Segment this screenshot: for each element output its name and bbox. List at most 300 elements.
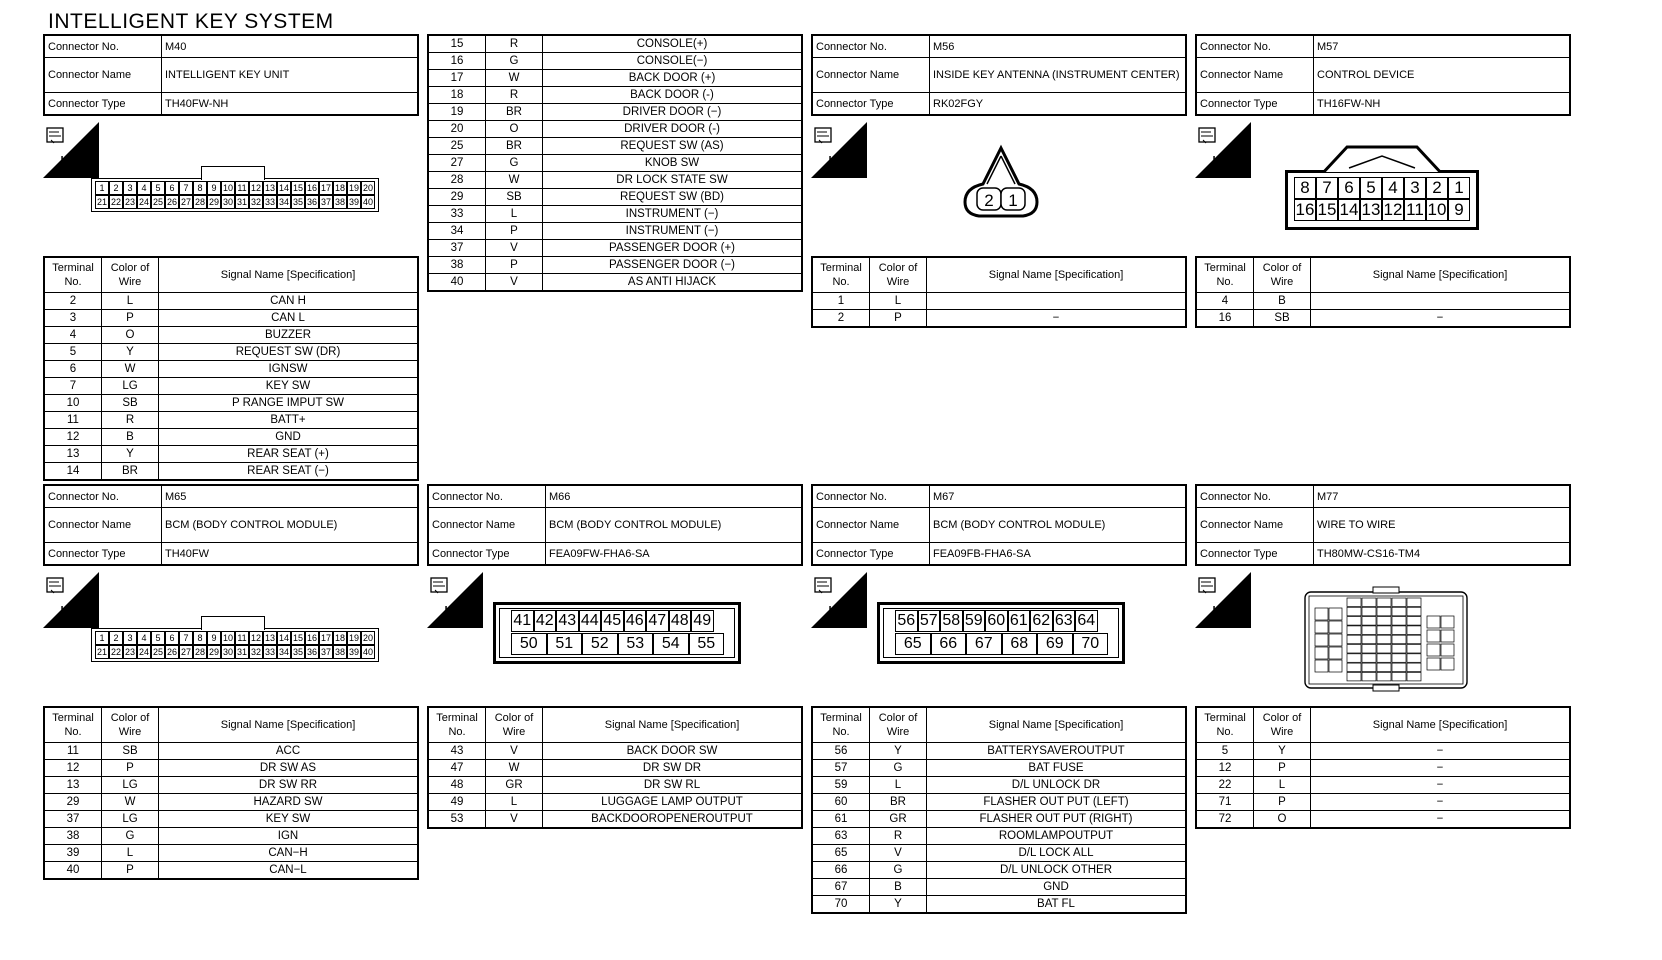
wire-color-cell: B bbox=[102, 429, 159, 446]
signal-name-cell: PASSENGER DOOR (+) bbox=[543, 240, 803, 257]
connector-no-label: Connector No. bbox=[428, 485, 546, 508]
pin-cavity bbox=[1362, 598, 1376, 607]
wire-color-cell: R bbox=[486, 35, 543, 53]
pin-label: 30 bbox=[222, 647, 233, 657]
table-row bbox=[428, 777, 802, 794]
table-row bbox=[428, 138, 802, 155]
pin-label: 11 bbox=[235, 181, 249, 195]
table-row bbox=[428, 240, 802, 257]
signal-name-cell: BUZZER bbox=[159, 327, 419, 344]
signal-name-cell: BATT+ bbox=[159, 412, 419, 429]
connector-diagram bbox=[811, 566, 1187, 706]
pin-label: 54 bbox=[653, 633, 689, 655]
color-of-wire-header: Color of Wire bbox=[486, 707, 543, 743]
color-of-wire-header: Color of Wire bbox=[102, 257, 159, 293]
terminal-no-cell: 5 bbox=[1196, 743, 1254, 760]
pin-label: 37 bbox=[320, 647, 331, 657]
pin-label: 67 bbox=[966, 633, 1002, 655]
connector-name-value: BCM (BODY CONTROL MODULE) bbox=[546, 508, 803, 543]
pin-table bbox=[1195, 256, 1571, 328]
pin-label: 17 bbox=[320, 183, 331, 193]
pin-label: 19 bbox=[348, 633, 359, 643]
terminal-no-cell: 67 bbox=[812, 879, 870, 896]
pin-cavity bbox=[1427, 658, 1440, 670]
pin-label: 20 bbox=[362, 633, 373, 643]
connector-name-label: Connector Name bbox=[812, 508, 930, 543]
hs-label: H.S. bbox=[60, 154, 92, 171]
pin-label: 22 bbox=[110, 197, 121, 207]
pin-label: 32 bbox=[250, 197, 261, 207]
pin-label: 13 bbox=[264, 633, 275, 643]
color-of-wire-header: Color of Wire bbox=[102, 707, 159, 743]
pin-label: 13 bbox=[1361, 200, 1381, 219]
terminal-no-cell: 66 bbox=[812, 862, 870, 879]
signal-name-cell: DR SW RR bbox=[159, 777, 419, 794]
connector-header bbox=[1195, 484, 1571, 566]
table-row bbox=[812, 845, 1186, 862]
hs-label: H.S. bbox=[828, 154, 860, 171]
pin-cavity bbox=[1407, 663, 1421, 672]
pin-label: 12 bbox=[250, 633, 261, 643]
pin-label: 59 bbox=[963, 610, 986, 632]
pin-label: 19 bbox=[348, 183, 359, 193]
terminal-no-cell: 16 bbox=[1196, 310, 1254, 328]
table-row bbox=[428, 35, 802, 53]
wire-color-cell: V bbox=[486, 274, 543, 292]
connector-type-value: TH40FW-NH bbox=[162, 93, 419, 116]
signal-name-cell: LUGGAGE LAMP OUTPUT bbox=[543, 794, 803, 811]
connector-face bbox=[961, 144, 1041, 222]
table-row bbox=[44, 760, 418, 777]
connector-latch bbox=[201, 616, 265, 630]
table-row bbox=[428, 155, 802, 172]
signal-name-cell: REQUEST SW (BD) bbox=[543, 189, 803, 206]
signal-name-cell bbox=[927, 293, 1187, 310]
connector-no-value: M67 bbox=[930, 485, 1187, 508]
table-row bbox=[428, 223, 802, 240]
connector-no-value: M65 bbox=[162, 485, 419, 508]
signal-name-cell: BACK DOOR (+) bbox=[543, 70, 803, 87]
connector-diagram bbox=[811, 116, 1187, 256]
signal-name-cell: CONSOLE(+) bbox=[543, 35, 803, 53]
terminal-no-header: Terminal No. bbox=[812, 707, 870, 743]
pin-cavity bbox=[1347, 645, 1361, 654]
wire-color-cell: SB bbox=[1254, 310, 1311, 328]
wire-color-cell: L bbox=[102, 293, 159, 310]
pin-cavity bbox=[1362, 645, 1376, 654]
pin-cavity bbox=[1407, 645, 1421, 654]
pin-label: 49 bbox=[691, 610, 714, 632]
signal-name-cell: FLASHER OUT PUT (LEFT) bbox=[927, 794, 1187, 811]
table-row bbox=[44, 310, 418, 327]
table-row bbox=[44, 412, 418, 429]
table-row bbox=[812, 310, 1186, 328]
terminal-no-cell: 38 bbox=[428, 257, 486, 274]
connector-type-value: FEA09FB-FHA6-SA bbox=[930, 543, 1187, 566]
pin-label: 3 bbox=[1404, 177, 1426, 199]
pin-label: 52 bbox=[582, 633, 618, 655]
signal-name-cell: − bbox=[1311, 743, 1571, 760]
color-of-wire-header: Color of Wire bbox=[870, 707, 927, 743]
color-of-wire-header: Color of Wire bbox=[1254, 707, 1311, 743]
pin-label: 1 bbox=[1448, 177, 1470, 199]
pin-label: 58 bbox=[940, 610, 963, 632]
table-row bbox=[44, 446, 418, 463]
signal-name-cell: BATTERYSAVEROUTPUT bbox=[927, 743, 1187, 760]
pin-label: 65 bbox=[895, 633, 931, 655]
pin-label: 6 bbox=[165, 181, 179, 195]
pin-label: 69 bbox=[1037, 633, 1073, 655]
signal-name-cell: − bbox=[1311, 794, 1571, 811]
pin-table bbox=[811, 256, 1187, 328]
signal-name-cell: − bbox=[927, 310, 1187, 328]
signal-name-cell: CAN−H bbox=[159, 845, 419, 862]
pin-label: 70 bbox=[1073, 633, 1109, 655]
pin-label: 5 bbox=[1360, 177, 1382, 199]
wire-color-cell: L bbox=[870, 293, 927, 310]
wire-color-cell: R bbox=[486, 87, 543, 104]
signal-name-cell: D/L LOCK ALL bbox=[927, 845, 1187, 862]
terminal-no-cell: 60 bbox=[812, 794, 870, 811]
connector-name-label: Connector Name bbox=[44, 58, 162, 93]
connector-face bbox=[1285, 144, 1479, 234]
pin-label: 41 bbox=[511, 610, 534, 632]
pin-label: 9 bbox=[207, 181, 221, 195]
table-row bbox=[428, 206, 802, 223]
pin-label: 40 bbox=[362, 647, 373, 657]
pin-label: 31 bbox=[236, 647, 247, 657]
pin-cavity bbox=[1377, 626, 1391, 635]
pin-label: 7 bbox=[179, 181, 193, 195]
table-row bbox=[428, 104, 802, 121]
signal-name-header: Signal Name [Specification] bbox=[927, 257, 1187, 293]
pin-label: 28 bbox=[194, 647, 205, 657]
table-row bbox=[428, 53, 802, 70]
hs-label: H.S. bbox=[444, 604, 476, 621]
table-row bbox=[428, 121, 802, 138]
pin-cavity bbox=[1362, 635, 1376, 644]
table-row bbox=[1196, 760, 1570, 777]
pin-label: 6 bbox=[165, 631, 179, 645]
pin-label: 36 bbox=[306, 647, 317, 657]
pin-label: 34 bbox=[278, 197, 289, 207]
pin-label: 34 bbox=[278, 647, 289, 657]
pin-label: 45 bbox=[601, 610, 624, 632]
signal-name-cell: AS ANTI HIJACK bbox=[543, 274, 803, 292]
connector-no-label: Connector No. bbox=[812, 35, 930, 58]
color-of-wire-header: Color of Wire bbox=[870, 257, 927, 293]
pin-label: 28 bbox=[194, 197, 205, 207]
terminal-no-cell: 6 bbox=[44, 361, 102, 378]
connector-m65 bbox=[43, 484, 419, 880]
connector-name-label: Connector Name bbox=[812, 58, 930, 93]
connector-latch bbox=[201, 166, 265, 180]
table-row bbox=[1196, 293, 1570, 310]
terminal-no-cell: 5 bbox=[44, 344, 102, 361]
pin-cavity bbox=[1347, 626, 1361, 635]
terminal-no-cell: 47 bbox=[428, 760, 486, 777]
connector-face bbox=[91, 614, 379, 662]
pin-cavity bbox=[1315, 621, 1328, 633]
pin-cavity bbox=[1377, 645, 1391, 654]
table-row bbox=[44, 811, 418, 828]
wire-color-cell: V bbox=[486, 743, 543, 760]
wire-color-cell: BR bbox=[486, 138, 543, 155]
pin-label: 23 bbox=[124, 647, 135, 657]
table-row bbox=[44, 344, 418, 361]
pin-cavity bbox=[1377, 654, 1391, 663]
pin-cavity bbox=[1377, 607, 1391, 616]
wire-color-cell: V bbox=[486, 240, 543, 257]
pin-cavity bbox=[1392, 645, 1406, 654]
signal-name-cell: − bbox=[1311, 760, 1571, 777]
connector-name-value: CONTROL DEVICE bbox=[1314, 58, 1571, 93]
pin-label: 39 bbox=[348, 647, 359, 657]
wire-color-cell: G bbox=[870, 760, 927, 777]
signal-name-cell: FLASHER OUT PUT (RIGHT) bbox=[927, 811, 1187, 828]
pin-label: 63 bbox=[1053, 610, 1076, 632]
signal-name-cell: REAR SEAT (−) bbox=[159, 463, 419, 481]
connector-name-label: Connector Name bbox=[428, 508, 546, 543]
pin-cavity bbox=[1315, 634, 1328, 646]
connector-diagram bbox=[427, 566, 803, 706]
pin-label: 16 bbox=[306, 183, 317, 193]
pin-label: 40 bbox=[362, 197, 373, 207]
connector-no-label: Connector No. bbox=[812, 485, 930, 508]
wire-color-cell: B bbox=[870, 879, 927, 896]
pin-label: 11 bbox=[235, 631, 249, 645]
connector-face bbox=[877, 602, 1125, 664]
signal-name-cell: − bbox=[1311, 811, 1571, 829]
pin-label: 56 bbox=[895, 610, 918, 632]
pin-label: 60 bbox=[985, 610, 1008, 632]
pin-label: 15 bbox=[1317, 200, 1337, 219]
pin-cavity bbox=[1329, 608, 1342, 620]
pin-label: 3 bbox=[123, 181, 137, 195]
terminal-no-cell: 34 bbox=[428, 223, 486, 240]
signal-name-cell: ROOMLAMPOUTPUT bbox=[927, 828, 1187, 845]
wire-color-cell: W bbox=[102, 361, 159, 378]
terminal-no-cell: 40 bbox=[44, 862, 102, 880]
table-row bbox=[812, 811, 1186, 828]
wire-color-cell: LG bbox=[102, 378, 159, 395]
connector-m40-continued bbox=[427, 34, 803, 292]
terminal-no-cell: 29 bbox=[44, 794, 102, 811]
pin-label: 16 bbox=[1295, 200, 1315, 219]
connector-m40 bbox=[43, 34, 419, 481]
pin-cavity bbox=[1407, 607, 1421, 616]
signal-name-cell: CAN L bbox=[159, 310, 419, 327]
wire-color-cell: SB bbox=[102, 743, 159, 760]
pin-label: 10 bbox=[222, 633, 233, 643]
terminal-no-cell: 57 bbox=[812, 760, 870, 777]
signal-name-cell: D/L UNLOCK DR bbox=[927, 777, 1187, 794]
terminal-no-cell: 11 bbox=[44, 412, 102, 429]
signal-name-cell: REQUEST SW (AS) bbox=[543, 138, 803, 155]
pin-cavity bbox=[1427, 630, 1440, 642]
pin-label: 9 bbox=[1448, 199, 1470, 221]
pin-label: 14 bbox=[278, 183, 289, 193]
wire-color-cell: G bbox=[102, 828, 159, 845]
wire-color-cell: SB bbox=[486, 189, 543, 206]
terminal-no-header: Terminal No. bbox=[428, 707, 486, 743]
signal-name-cell: − bbox=[1311, 310, 1571, 328]
terminal-no-cell: 29 bbox=[428, 189, 486, 206]
hs-label: H.S. bbox=[1212, 154, 1244, 171]
pin-cavity bbox=[1427, 616, 1440, 628]
connector-name-value: BCM (BODY CONTROL MODULE) bbox=[930, 508, 1187, 543]
table-row bbox=[428, 172, 802, 189]
connector-no-label: Connector No. bbox=[44, 485, 162, 508]
pin-label: 3 bbox=[123, 631, 137, 645]
pin-cavity bbox=[1407, 635, 1421, 644]
terminal-no-cell: 2 bbox=[44, 293, 102, 310]
signal-name-cell: BAT FUSE bbox=[927, 760, 1187, 777]
signal-name-cell: DRIVER DOOR (−) bbox=[543, 104, 803, 121]
connector-diagram bbox=[43, 566, 419, 706]
pin-cavity bbox=[1329, 647, 1342, 659]
hs-label: H.S. bbox=[828, 604, 860, 621]
pin-label: 2 bbox=[109, 631, 123, 645]
pin-cavity bbox=[1315, 647, 1328, 659]
terminal-no-cell: 37 bbox=[428, 240, 486, 257]
connector-m67 bbox=[811, 484, 1187, 914]
pin-label: 30 bbox=[222, 197, 233, 207]
connector-face bbox=[493, 602, 741, 664]
pin-label: 15 bbox=[292, 633, 303, 643]
wire-color-cell: P bbox=[1254, 760, 1311, 777]
pin-cavity bbox=[1407, 672, 1421, 681]
connector-no-value: M77 bbox=[1314, 485, 1571, 508]
wire-color-cell: GR bbox=[486, 777, 543, 794]
connector-m77 bbox=[1195, 484, 1571, 829]
wire-color-cell: W bbox=[486, 172, 543, 189]
signal-name-cell: P RANGE IMPUT SW bbox=[159, 395, 419, 412]
terminal-no-cell: 11 bbox=[44, 743, 102, 760]
wire-color-cell: L bbox=[1254, 777, 1311, 794]
terminal-no-cell: 71 bbox=[1196, 794, 1254, 811]
pin-label: 25 bbox=[152, 197, 163, 207]
pin-cavity bbox=[1441, 644, 1454, 656]
pin-label: 13 bbox=[264, 183, 275, 193]
connector-header bbox=[811, 484, 1187, 566]
pin-cavity bbox=[1377, 635, 1391, 644]
connector-name-value: INTELLIGENT KEY UNIT bbox=[162, 58, 419, 93]
pin-cavity bbox=[1407, 617, 1421, 626]
connector-name-value: BCM (BODY CONTROL MODULE) bbox=[162, 508, 419, 543]
wire-color-cell: P bbox=[102, 862, 159, 880]
table-row bbox=[1196, 794, 1570, 811]
pin-cavity bbox=[1347, 598, 1361, 607]
signal-name-header: Signal Name [Specification] bbox=[159, 257, 419, 293]
wire-color-cell: B bbox=[1254, 293, 1311, 310]
wire-color-cell: W bbox=[102, 794, 159, 811]
wire-color-cell: R bbox=[102, 412, 159, 429]
table-row bbox=[812, 794, 1186, 811]
connector-type-value: FEA09FW-FHA6-SA bbox=[546, 543, 803, 566]
table-row bbox=[44, 361, 418, 378]
pin-table bbox=[1195, 706, 1571, 829]
pin-cavity bbox=[1347, 607, 1361, 616]
signal-name-cell: IGN bbox=[159, 828, 419, 845]
signal-name-cell: BACK DOOR SW bbox=[543, 743, 803, 760]
pin-label: 21 bbox=[96, 647, 107, 657]
pin-cavity bbox=[1392, 607, 1406, 616]
connector-name-label: Connector Name bbox=[1196, 508, 1314, 543]
pin-label: 36 bbox=[306, 197, 317, 207]
pin-label: 24 bbox=[138, 197, 149, 207]
terminal-no-cell: 72 bbox=[1196, 811, 1254, 829]
pin-label: 4 bbox=[1382, 177, 1404, 199]
wire-color-cell: L bbox=[870, 777, 927, 794]
terminal-no-cell: 3 bbox=[44, 310, 102, 327]
signal-name-cell: ACC bbox=[159, 743, 419, 760]
connector-header bbox=[43, 34, 419, 116]
terminal-no-cell: 63 bbox=[812, 828, 870, 845]
table-row bbox=[44, 395, 418, 412]
pin-table bbox=[43, 256, 419, 481]
table-row bbox=[812, 760, 1186, 777]
pin-table bbox=[811, 706, 1187, 914]
pin-label: 8 bbox=[1294, 177, 1316, 199]
terminal-no-cell: 20 bbox=[428, 121, 486, 138]
pin-cavity bbox=[1329, 634, 1342, 646]
connector-no-value: M40 bbox=[162, 35, 419, 58]
signal-name-cell: KNOB SW bbox=[543, 155, 803, 172]
hs-label: H.S. bbox=[1212, 604, 1244, 621]
table-row bbox=[812, 743, 1186, 760]
table-row bbox=[812, 862, 1186, 879]
wire-color-cell: O bbox=[486, 121, 543, 138]
signal-name-cell: CAN H bbox=[159, 293, 419, 310]
connector-m66 bbox=[427, 484, 803, 829]
pin-cavity bbox=[1347, 635, 1361, 644]
pin-cavity bbox=[1347, 654, 1361, 663]
terminal-no-header: Terminal No. bbox=[1196, 257, 1254, 293]
connector-no-value: M56 bbox=[930, 35, 1187, 58]
table-row bbox=[44, 378, 418, 395]
pin-label: 2 bbox=[984, 191, 994, 210]
pin-label: 12 bbox=[1383, 200, 1403, 219]
pin-label: 35 bbox=[292, 647, 303, 657]
connector-type-label: Connector Type bbox=[428, 543, 546, 566]
pin-table bbox=[43, 706, 419, 880]
table-row bbox=[44, 327, 418, 344]
pin-label: 68 bbox=[1002, 633, 1038, 655]
pin-cavity bbox=[1377, 663, 1391, 672]
signal-name-cell: DR SW RL bbox=[543, 777, 803, 794]
pin-label: 48 bbox=[669, 610, 692, 632]
pin-label: 2 bbox=[109, 181, 123, 195]
pin-label: 50 bbox=[511, 633, 547, 655]
wire-color-cell: Y bbox=[870, 743, 927, 760]
terminal-no-cell: 18 bbox=[428, 87, 486, 104]
pin-cavity bbox=[1362, 672, 1376, 681]
terminal-no-header: Terminal No. bbox=[44, 707, 102, 743]
signal-name-cell: PASSENGER DOOR (−) bbox=[543, 257, 803, 274]
color-of-wire-header: Color of Wire bbox=[1254, 257, 1311, 293]
connector-header bbox=[427, 484, 803, 566]
terminal-no-cell: 19 bbox=[428, 104, 486, 121]
pin-label: 9 bbox=[207, 631, 221, 645]
signal-name-cell: REAR SEAT (+) bbox=[159, 446, 419, 463]
connector-name-value: WIRE TO WIRE bbox=[1314, 508, 1571, 543]
pin-label: 33 bbox=[264, 197, 275, 207]
pin-label: 31 bbox=[236, 197, 247, 207]
terminal-no-cell: 27 bbox=[428, 155, 486, 172]
connector-face bbox=[91, 164, 379, 212]
pin-label: 38 bbox=[334, 197, 345, 207]
